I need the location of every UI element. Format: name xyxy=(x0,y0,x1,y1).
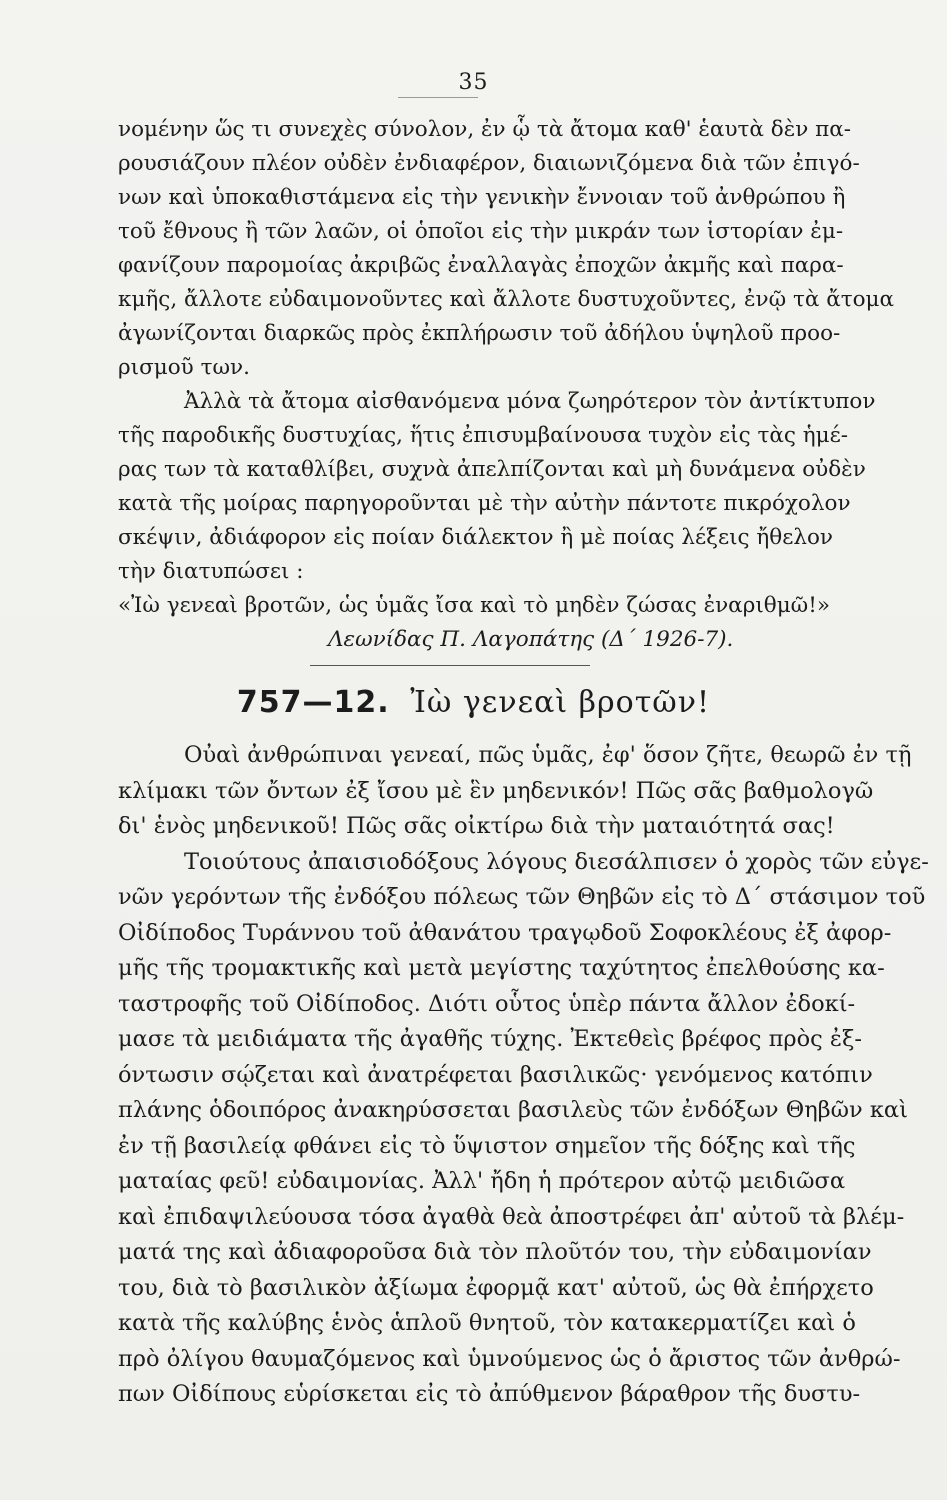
author-signature: Λεωνίδας Π. Λαγοπάτης (Δ΄ 1926-7). xyxy=(328,627,734,652)
text-line: ἐν τῇ βασιλείᾳ φθάνει εἰς τὸ ὕψιστον σημεῖον τῆς δόξης καὶ τῆς xyxy=(118,1132,856,1159)
text-line: Τοιούτους ἀπαισιοδόξους λόγους διεσάλπισεν ὁ χορὸς τῶν εὐγε- xyxy=(184,848,929,875)
page-number-rule xyxy=(398,97,478,98)
text-line: του, διὰ τὸ βασιλικὸν ἀξίωμα ἐφορμᾷ κατ' αὐτοῦ, ὡς θὰ ἐπήρχετο xyxy=(118,1274,874,1301)
text-line: ματαίας φεῦ! εὐδαιμονίας. Ἀλλ' ἤδη ἡ πρότερον αὐτῷ μειδιῶσα xyxy=(118,1168,846,1194)
text-line: νων καὶ ὑποκαθιστάμενα εἰς τὴν γενικὴν ἔννοιαν τοῦ ἀνθρώπου ἢ xyxy=(118,185,846,210)
text-line: ἀγωνίζονται διαρκῶς πρὸς ἐκπλήρωσιν τοῦ ἀδήλου ὑψηλοῦ προο- xyxy=(118,321,841,346)
text-line: Ἀλλὰ τὰ ἄτομα αἰσθανόμενα μόνα ζωηρότερον τὸν ἀντίκτυπον xyxy=(184,389,876,414)
text-line: ρας των τὰ καταθλίβει, συχνὰ ἀπελπίζονται καὶ μὴ δυνάμενα οὐδὲν xyxy=(118,457,866,482)
section-number: 757—12. xyxy=(236,685,390,720)
text-line: καὶ ἐπιδαψιλεύουσα τόσα ἀγαθὰ θεὰ ἀποστρέφει ἀπ' αὐτοῦ τὰ βλέμ- xyxy=(118,1203,905,1230)
text-line: μασε τὰ μειδιάματα τῆς ἀγαθῆς τύχης. Ἐκτεθεὶς βρέφος πρὸς ἐξ- xyxy=(118,1026,862,1052)
text-line: κλίμακι τῶν ὄντων ἐξ ἴσου μὲ ἓν μηδενικόν! Πῶς σᾶς βαθμολογῶ xyxy=(118,777,874,804)
text-line: Οἰδίποδος Τυράννου τοῦ ἀθανάτου τραγῳδοῦ Σοφοκλέους ἐξ ἀφορ- xyxy=(118,919,892,946)
section-text-block xyxy=(118,738,929,1413)
text-line: κατὰ τῆς μοίρας παρηγοροῦνται μὲ τὴν αὐτὴν πάντοτε πικρόχολον xyxy=(118,491,851,516)
text-line: όντωσιν σῴζεται καὶ ἀνατρέφεται βασιλικῶς· γενόμενος κατόπιν xyxy=(118,1061,873,1088)
text-line: τοῦ ἔθνους ἢ τῶν λαῶν, οἱ ὁποῖοι εἰς τὴν μικράν των ἱστορίαν ἐμ- xyxy=(118,219,844,244)
page-number: 35 xyxy=(458,70,489,95)
text-line: νῶν γερόντων τῆς ἐνδόξου πόλεως τῶν Θηβῶν εἰς τὸ Δ΄ στάσιμον τοῦ xyxy=(118,884,926,910)
section-divider xyxy=(310,665,590,666)
quote-line: «Ἰὼ γενεαὶ βροτῶν, ὡς ὑμᾶς ἴσα καὶ τὸ μηδὲν ζώσας ἐναριθμῶ!» xyxy=(118,593,831,618)
text-line: τῆς παροδικῆς δυστυχίας, ἥτις ἐπισυμβαίνουσα τυχὸν εἰς τὰς ἡμέ- xyxy=(118,423,849,448)
text-line: ταστροφῆς τοῦ Οἰδίποδος. Διότι οὗτος ὑπὲρ πάντα ἄλλον ἐδοκί- xyxy=(118,990,856,1017)
text-line: φανίζουν παρομοίας ἀκριβῶς ἐναλλαγὰς ἐποχῶν ἀκμῆς καὶ παρα- xyxy=(118,253,844,278)
text-line: πρὸ ὀλίγου θαυμαζόμενος καὶ ὑμνούμενος ὡς ὁ ἄριστος τῶν ἀνθρώ- xyxy=(118,1345,901,1372)
text-line: νομένην ὥς τι συνεχὲς σύνολον, ἐν ᾧ τὰ ἄτομα καθ' ἑαυτὰ δὲν πα- xyxy=(118,117,852,142)
text-line: πλάνης ὁδοιπόρος ἀνακηρύσσεται βασιλεὺς τῶν ἐνδόξων Θηβῶν καὶ xyxy=(118,1097,908,1123)
text-line: πων Οἰδίπους εὑρίσκεται εἰς τὸ ἀπύθμενον βάραθρον τῆς δυστυ- xyxy=(118,1381,861,1407)
text-line: μῆς τῆς τρομακτικῆς καὶ μετὰ μεγίστης ταχύτητος ἐπελθούσης κα- xyxy=(118,955,885,981)
text-line: δι' ἑνὸς μηδενικοῦ! Πῶς σᾶς οἰκτίρω διὰ τὴν ματαιότητά σας! xyxy=(118,813,835,839)
text-line: ματά της καὶ ἀδιαφοροῦσα διὰ τὸν πλοῦτόν του, τὴν εὐδαιμονίαν xyxy=(118,1239,872,1265)
text-line: ρισμοῦ των. xyxy=(118,355,250,380)
text-line: κμῆς, ἄλλοτε εὐδαιμονοῦντες καὶ ἄλλοτε δυστυχοῦντες, ἐνῷ τὰ ἄτομα xyxy=(118,287,895,312)
section-heading xyxy=(0,685,947,720)
text-line: κατὰ τῆς καλύβης ἑνὸς ἁπλοῦ θνητοῦ, τὸν κατακερματίζει καὶ ὁ xyxy=(118,1310,856,1336)
top-text-block xyxy=(118,113,895,657)
text-line: σκέψιν, ἀδιάφορον εἰς ποίαν διάλεκτον ἢ μὲ ποίας λέξεις ἤθελον xyxy=(118,525,834,550)
text-line: ρουσιάζουν πλέον οὐδὲν ἐνδιαφέρον, διαιωνιζόμενα διὰ τῶν ἐπιγό- xyxy=(118,151,860,176)
text-line: Οὐαὶ ἀνθρώπιναι γενεαί, πῶς ὑμᾶς, ἐφ' ὅσον ζῆτε, θεωρῶ ἐν τῇ xyxy=(184,742,912,768)
section-title: Ἰὼ γενεαὶ βροτῶν! xyxy=(410,685,711,720)
text-line: τὴν διατυπώσει : xyxy=(118,559,304,584)
